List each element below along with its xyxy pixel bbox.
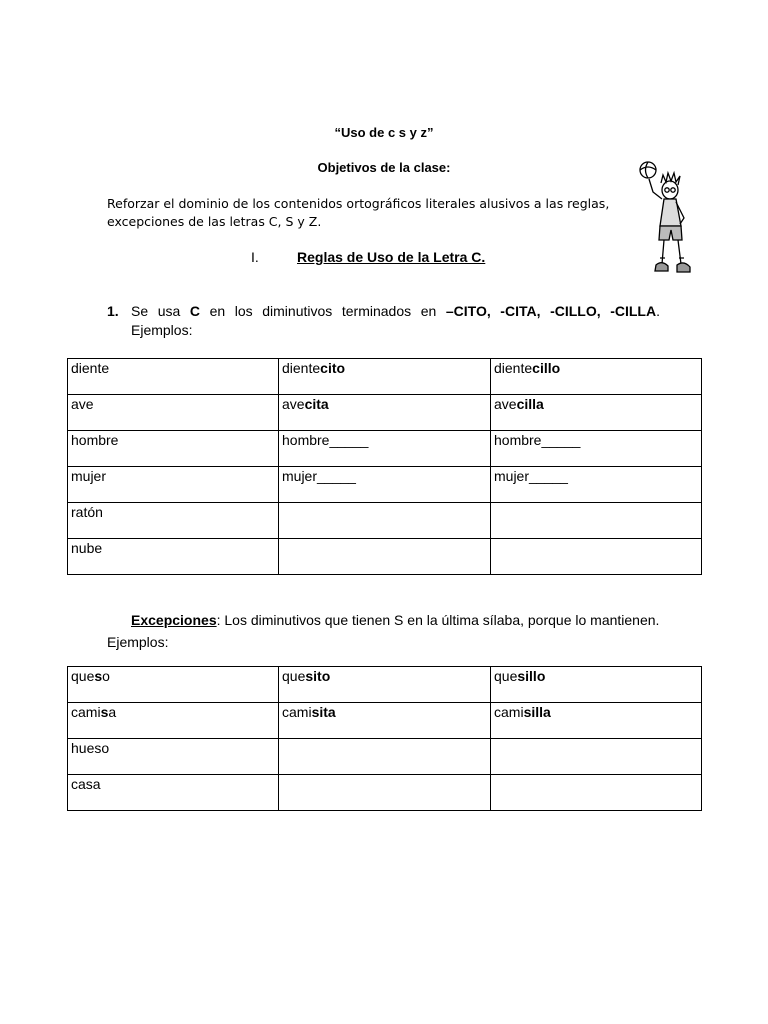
word-tail: o (102, 668, 110, 684)
word-stem: que (282, 668, 306, 684)
table-cell (491, 775, 702, 811)
word-suffix: cita (304, 396, 329, 412)
table-cell (491, 359, 702, 395)
table-cell: mujer (68, 467, 279, 503)
word-suffix: sita (311, 704, 336, 720)
table-cell (68, 703, 279, 739)
table-cell (279, 667, 491, 703)
word-stem: cami (71, 704, 101, 720)
word-suffix: s (94, 668, 103, 684)
diminutives-table (67, 358, 702, 575)
exceptions-table (67, 666, 702, 811)
word-stem: ave (282, 396, 305, 412)
table-cell (279, 359, 491, 395)
table-row (68, 431, 702, 467)
word-suffix: s (100, 704, 109, 720)
word-suffix: silla (523, 704, 551, 720)
table-cell (279, 703, 491, 739)
table-cell (491, 539, 702, 575)
table-row (68, 739, 702, 775)
table-row (68, 395, 702, 431)
intro-paragraph: Reforzar el dominio de los contenidos ortográficos literales alusivos a las reglas, excepciones de las letras C, S y Z. (107, 196, 610, 229)
objectives-heading: Objetivos de la clase: (317, 160, 451, 175)
word-stem: ave (494, 396, 517, 412)
word-suffix: cillo (532, 360, 561, 376)
exceptions-table-body (68, 667, 702, 811)
table-row (68, 467, 702, 503)
table-cell: nube (68, 539, 279, 575)
table-cell (68, 667, 279, 703)
rule-1-letter: C (189, 303, 200, 319)
table-cell: hombre_____ (491, 431, 702, 467)
table-cell (491, 503, 702, 539)
table-cell: diente (68, 359, 279, 395)
table-cell (279, 503, 491, 539)
word-stem: que (71, 668, 95, 684)
word-suffix: cilla (516, 396, 544, 412)
section-title: Reglas de Uso de la Letra C. (297, 249, 486, 265)
word-stem: diente (282, 360, 321, 376)
table-cell: mujer_____ (279, 467, 491, 503)
table-row (68, 359, 702, 395)
table-cell: hombre (68, 431, 279, 467)
word-tail: a (108, 704, 117, 720)
table-cell: ave (68, 395, 279, 431)
page-title: “Uso de c s y z” (334, 125, 434, 140)
table-cell (279, 395, 491, 431)
word-suffix: cito (320, 360, 346, 376)
table-cell: ratón (68, 503, 279, 539)
table-cell (491, 667, 702, 703)
table-cell (491, 739, 702, 775)
diminutives-table-body (68, 359, 702, 575)
rule-1 (107, 302, 660, 340)
exceptions-text: : Los diminutivos que tienen S en la última sílaba, porque lo mantienen. Ejemplos: (107, 612, 660, 650)
rule-1-text-c: . Ejemplos: (131, 303, 660, 338)
rule-1-number: 1. (107, 303, 119, 319)
rule-1-text-a: Se usa (131, 303, 190, 319)
exceptions-label: Excepciones (131, 612, 217, 628)
table-cell (279, 739, 491, 775)
word-suffix: sito (305, 668, 331, 684)
table-cell: mujer_____ (491, 467, 702, 503)
table-cell: casa (68, 775, 279, 811)
student-cartoon-icon (626, 152, 702, 286)
table-cell: hombre_____ (279, 431, 491, 467)
table-cell: hueso (68, 739, 279, 775)
section-number: I. (251, 249, 259, 265)
table-cell (491, 395, 702, 431)
table-cell (491, 703, 702, 739)
table-cell (279, 775, 491, 811)
table-row (68, 703, 702, 739)
table-row (68, 775, 702, 811)
word-suffix: sillo (517, 668, 546, 684)
rule-1-text (131, 302, 660, 340)
table-row (68, 503, 702, 539)
word-stem: cami (494, 704, 524, 720)
rule-1-text-b: en los diminutivos terminados en (200, 303, 446, 319)
table-row (68, 667, 702, 703)
exceptions-paragraph (107, 609, 667, 653)
table-row (68, 539, 702, 575)
word-stem: que (494, 668, 518, 684)
rule-1-endings: –CITO, -CITA, -CILLO, -CILLA (445, 303, 657, 319)
word-stem: diente (494, 360, 533, 376)
table-cell (279, 539, 491, 575)
word-stem: cami (282, 704, 312, 720)
